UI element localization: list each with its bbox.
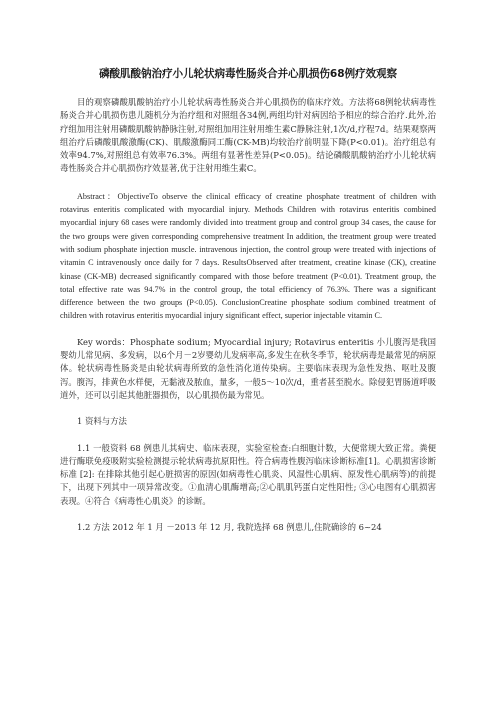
english-abstract: Abstract：ObjectiveTo observe the clinical efficacy of creatine phosphate treatment of children with rotavirus enteritis complicated with myocardial injury. Methods Children with rotavirus enteritis combined myocardial injury 68 cases were randomly divided into treatment group and control group 34 cases, the cause for the two groups were given corresponding comprehensive treatment In addition, the treatment group were treated with sodium phosphate injection muscle. intravenous injection, the control group were treated with injections of vitamin C intravenously once daily for 7 days. ResultsObserved after treatment, creatine kinase (CK), creatine kinase (CK-MB) decreased significantly compared with those before treatment (P<0.01). Treatment group, the total effective rate was 94.7% in the control group, the total efficiency of 76.3%. There was a significant difference between the two groups (P<0.05). ConclusionCreatine phosphate sodium combined treatment of children with rotavirus enteritis myocardial injury significant effect, superior injectable vitamin C. xyxy=(60,191,436,321)
paper-title: 磷酸肌酸钠治疗小儿轮状病毒性肠炎合并心肌损伤68例疗效观察 xyxy=(99,68,397,80)
keywords-and-introduction: Key words：Phosphate sodium; Myocardial injury; Rotavirus enteritis 小儿腹泻是我国婴幼儿常见病、多发病，以6个月－2岁婴幼儿发病率高,多发生在秋冬季节，轮状病毒是最常见的病原体。轮状病毒性肠炎是由轮状病毒所致的急性消化道传染病。主要临床表现为急性发热、呕吐及腹泻。腹泻，排黄色水样便，无黏液及脓血，量多，一般5～10次/d，重者甚至脱水。除侵犯胃肠道呼吸道外，还可以引起其他脏器损伤，以心肌损伤最为常见。 xyxy=(60,336,436,400)
subsection-methods: 1.2 方法 2012 年 1 月 －2013 年 12 月, 我院选择 68 例患儿,住院确诊的 6~24 xyxy=(77,522,382,533)
subsection-general-data: 1.1 一般资料 68 例患儿其病史、临床表现，实验室检查:白细胞计数，大便常规大致正常。粪便进行酶联免疫吸附实验检测提示轮状病毒抗原阳性。符合病毒性腹泻临床诊断标准[1]。心肌损害诊断标准 [2]: 在排除其他引起心脏损害的原因(如病毒性心肌炎、风湿性心肌病、原发性心肌病等)的前提下，出现下列其中一项异常改变。①血清心肌酶增高;②心肌肌钙蛋白定性阳性; ③心电图有心肌损害表现。④符合《病毒性心肌炎》的诊断。 xyxy=(60,442,436,506)
chinese-summary: 目的观察磷酸肌酸钠治疗小儿轮状病毒性肠炎合并心肌损伤的临床疗效。方法将68例轮状病毒性肠炎合并心肌损伤患儿随机分为治疗组和对照组各34例,两组均针对病因给予相应的综合治疗.此外,治疗组加用注射用磷酸肌酸钠静脉注射,对照组加用注射用维生素C静脉注射,1次/d,疗程7d。结果观察两组治疗后磷酸肌酸激酶(CK)、肌酸激酶同工酶(CK-MB)均较治疗前明显下降(P<0.01)。治疗组总有效率94.7%,对照组总有效率76.3%。两组有显著性差异(P<0.05)。结论磷酸肌酸钠治疗小儿轮状病毒性肠炎合并心肌损伤疗效显著,优于注射用维生素C。 xyxy=(60,97,436,174)
section-heading-materials-methods: 1 资料与方法 xyxy=(77,416,127,427)
